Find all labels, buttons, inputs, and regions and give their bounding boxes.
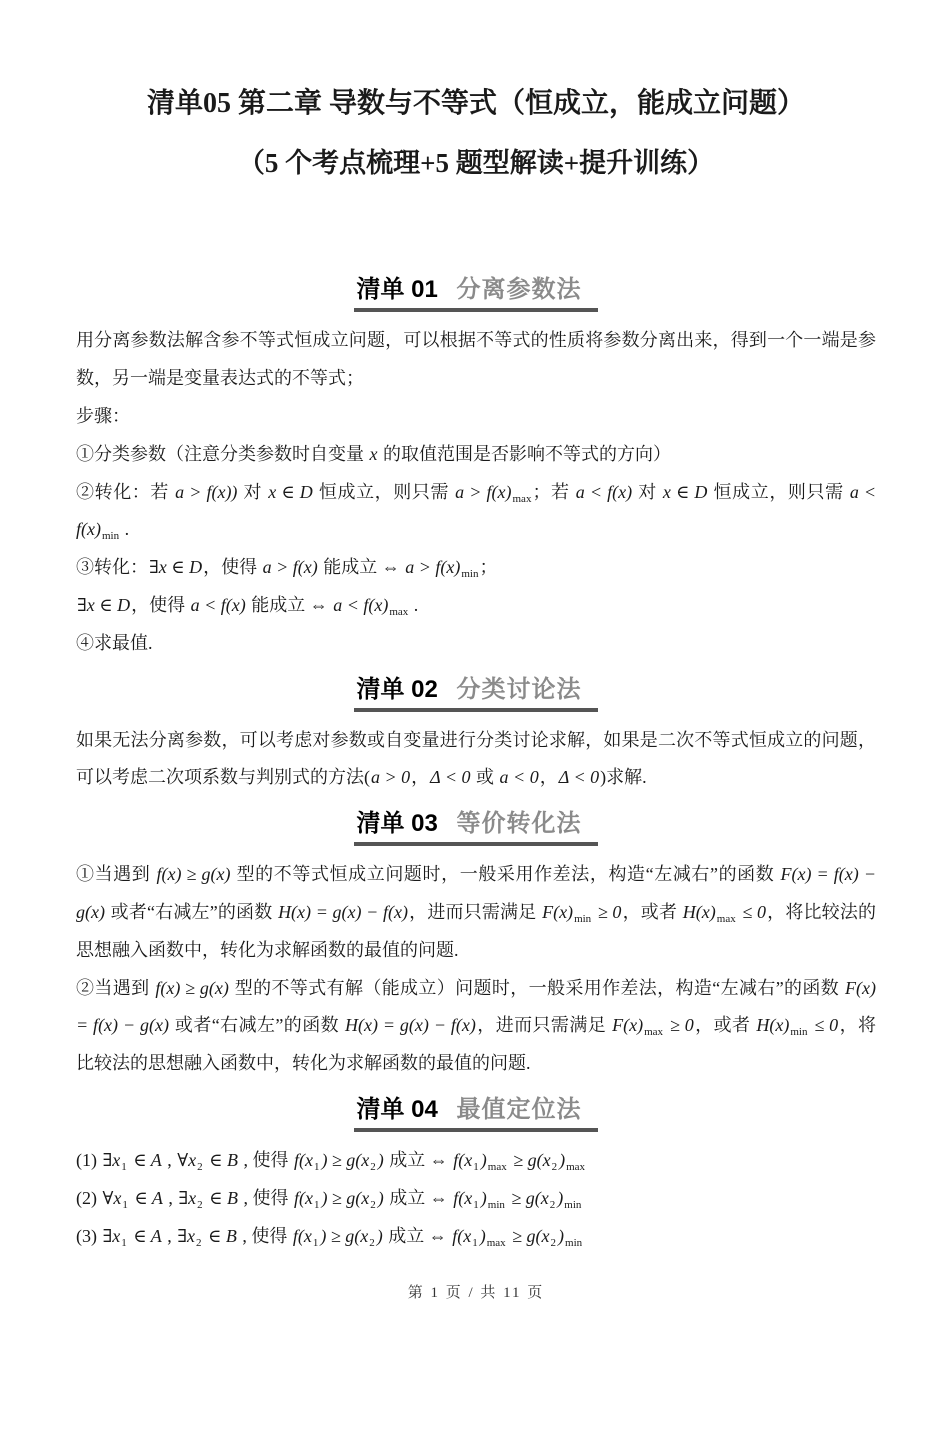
section-1-step-2: ②转化：若 a > f(x)) 对 x ∈ D 恒成立，则只需 $a > f(x)_{max}$；若 a < f(x) 对 x ∈ D 恒成立，则只需 $a < f(x)_{min}$ . bbox=[76, 481, 877, 543]
section-2-number: 清单 02 bbox=[356, 675, 438, 703]
section-1-heading-underline bbox=[354, 275, 597, 312]
section-3-heading-underline bbox=[354, 809, 597, 846]
section-2-paragraph: 如果无法分离参数，可以考虑对参数或自变量进行分类讨论求解，如果是二次不等式恒成立的问题，可以考虑二次项系数与判别式的方法(a > 0，Δ < 0 或 a < 0，Δ < 0)求解. bbox=[76, 729, 876, 788]
section-1-intro-paragraph: 用分离参数法解含参不等式恒成立问题，可以根据不等式的性质将参数分离出来，得到一个一端是参数，另一端是变量表达式的不等式； bbox=[76, 330, 876, 389]
section-1-steps-label: 步骤： bbox=[76, 405, 130, 426]
section-1-step-4: ④求最值. bbox=[76, 632, 153, 653]
section-2-heading bbox=[76, 675, 876, 712]
section-3-number: 清单 03 bbox=[356, 810, 438, 838]
document-body bbox=[0, 86, 952, 1433]
section-2-heading-underline bbox=[354, 675, 597, 712]
section-1-step-3b: ∃x ∈ D，使得 a < f(x) 能成立 ⇔ $a < f(x)_{max}$ . bbox=[77, 594, 419, 618]
section-3-title: 等价转化法 bbox=[456, 810, 582, 838]
section-4-heading-underline bbox=[354, 1095, 597, 1132]
document-page bbox=[0, 86, 952, 1302]
section-3-item-1: ①当遇到 f(x) ≥ g(x) 型的不等式恒成立问题时，一般采用作差法，构造“左减右”的函数 F(x) = f(x) − g(x) 或者“右减左”的函数 H(x) = g(x) − f(x)，进而只需满足 $F(x)_{min} \ge 0$，或者 $H(x)_{max} \le 0$，将比较法的思想融入函数中，转化为求解函数的最值的问题. bbox=[76, 864, 877, 960]
section-4-case-1: (1) $\exists x_1$ ∈ A , $\forall x_2$ ∈ B , 使得 $f(x_1$ ) ≥ $g(x_2$ ) 成立 ⇔ $f(x_1$ )$_{max} \ge g(x_2$ )$_{max}$ bbox=[76, 1149, 586, 1173]
section-1-heading bbox=[76, 275, 876, 312]
section-4-title: 最值定位法 bbox=[456, 1095, 582, 1123]
section-4-case-2: (2) $\forall x_1$ ∈ A , $\exists x_2$ ∈ B , 使得 $f(x_1$ ) ≥ $g(x_2$ ) 成立 ⇔ $f(x_1$ )$_{min} \ge g(x_2$ )$_{min}$ bbox=[76, 1187, 582, 1211]
section-4-heading bbox=[76, 1095, 876, 1132]
section-1-title: 分离参数法 bbox=[456, 276, 582, 304]
section-4-number: 清单 04 bbox=[356, 1095, 438, 1123]
section-1-number: 清单 01 bbox=[356, 276, 438, 304]
page-title: 清单05 第二章 导数与不等式（恒成立，能成立问题） bbox=[146, 88, 805, 119]
section-1-step-1: ①分类参数（注意分类参数时自变量 x 的取值范围是否影响不等式的方向） bbox=[76, 443, 671, 464]
section-4-case-3: (3) $\exists x_1$ ∈ A , $\exists x_2$ ∈ B , 使得 $f(x_1$ ) ≥ $g(x_2$ ) 成立 ⇔ $f(x_1$ )$_{max} \ge g(x_2$ )$_{min}$ bbox=[76, 1225, 583, 1249]
section-1-step-3a: ③转化：∃x ∈ D，使得 a > f(x) 能成立 ⇔ $a > f(x)_{min}$； bbox=[76, 557, 498, 581]
section-3-item-2: ②当遇到 f(x) ≥ g(x) 型的不等式有解（能成立）问题时，一般采用作差法，构造“左减右”的函数 F(x) = f(x) − g(x) 或者“右减左”的函数 H(x) = g(x) − f(x)，进而只需满足 $F(x)_{max} \ge 0$，或者 $H(x)_{min} \le 0$，将比较法的思想融入函数中，转化为求解函数的最值的问题. bbox=[76, 977, 877, 1074]
section-2-title: 分类讨论法 bbox=[456, 675, 582, 703]
section-3-heading bbox=[76, 809, 876, 846]
page-number-text: 第 1 页 / 共 11 页 bbox=[407, 1285, 545, 1302]
page-footer bbox=[76, 1281, 876, 1302]
page-subtitle: （5 个考点梳理+5 题型解读+提升训练） bbox=[237, 148, 715, 178]
